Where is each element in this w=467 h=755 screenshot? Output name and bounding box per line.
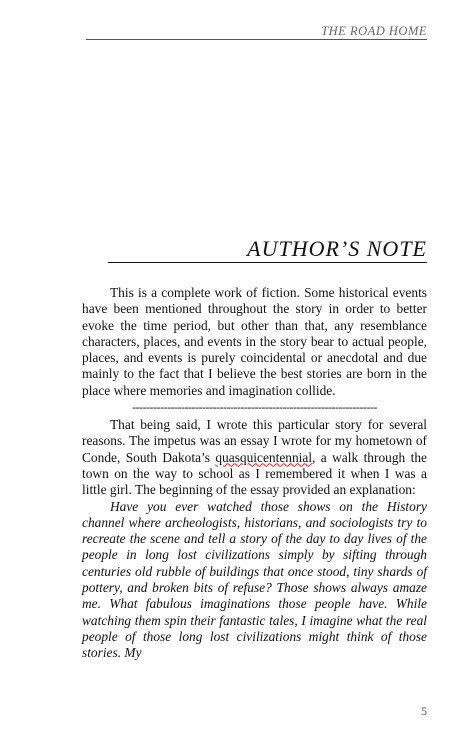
running-header bbox=[86, 24, 427, 40]
spellcheck-flagged-word[interactable]: quasquicentennial bbox=[215, 449, 313, 465]
paragraph-reasons-start: That being said, I wrote this particular story for several reasons. The impetus was an essay I wrote for my hometown of Conde, South Dakota’s bbox=[82, 417, 427, 465]
section-separator: ---------------------------------------------------------------------- bbox=[132, 400, 377, 415]
chapter-title bbox=[108, 236, 427, 263]
paragraph-reasons bbox=[82, 417, 427, 498]
body-text bbox=[82, 285, 427, 662]
paragraph-reasons-end: , a walk through the town on the way to school as I remembered it when I was a little girl. The beginning of the essay provided an explanation: bbox=[82, 449, 427, 498]
running-header-title: THE ROAD HOME bbox=[321, 24, 427, 38]
paragraph-intro: This is a complete work of fiction. Some historical events have been mentioned throughout the story in order to better evoke the time period, but other than that, any resemblance characters, places, and events in the story bear to actual people, places, and events is purely coincidental or anecdotal and due mainly to the fact that I believe the best stories are born in the place where memories and imagination collide. bbox=[82, 285, 427, 398]
paragraph-essay-quote: Have you ever watched those shows on the History channel where archeologists, historians, and sociologists try to recreate the scene and tell a story of the day to day lives of the people in long lost civilizations simply by sifting through centuries old rubble of buildings that once stood, tiny shards of pottery, and broken bits of refuse? Those shows always amaze me. What fabulous imaginations those people have. While watching them spin their fantastic tales, I imagine what the real people of those long lost civilizations might think of those stories. My bbox=[82, 498, 427, 661]
page-number: 5 bbox=[421, 704, 427, 718]
chapter-title-text: AUTHOR’S NOTE bbox=[247, 236, 427, 261]
